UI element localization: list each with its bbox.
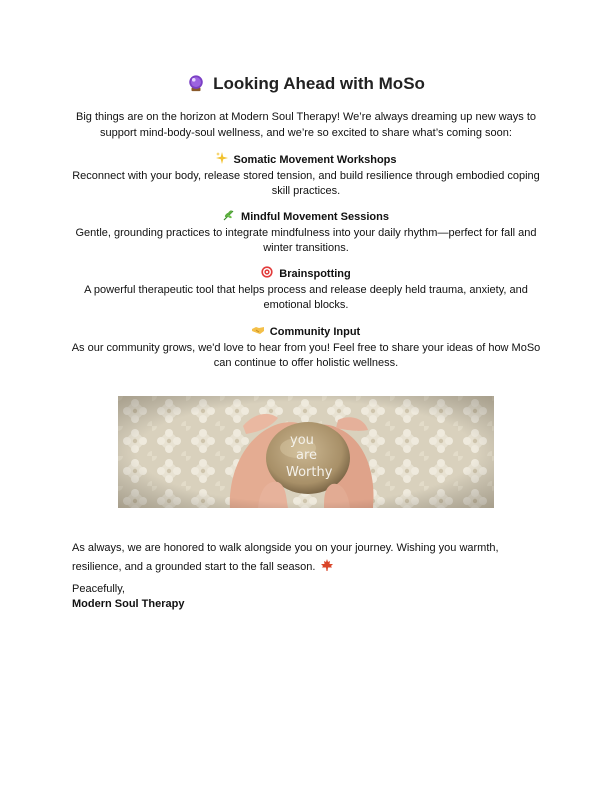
signoff — [72, 582, 184, 611]
section-community — [66, 324, 546, 372]
section-heading: Community Input — [66, 324, 546, 341]
section-brainspotting — [66, 266, 546, 314]
signoff-name: Modern Soul Therapy — [72, 597, 185, 610]
photo-illustration — [118, 396, 494, 508]
section-body: As our community grows, we'd love to hear from you! Feel free to share your ideas of how MoSo can continue to offer holistic wellness. — [71, 341, 541, 369]
section-heading: Brainspotting — [66, 266, 546, 283]
intro-paragraph: Big things are on the horizon at Modern Soul Therapy! We’re always dreaming up new ways to support mind-body-soul wellness, and we’re so excited to share what’s coming soon: — [75, 111, 536, 139]
section-body: A powerful therapeutic tool that helps process and release deeply held trauma, anxiety, and emotional blocks. — [84, 283, 528, 311]
herb-icon — [223, 209, 235, 221]
handshake-icon — [252, 324, 264, 336]
section-mindful — [66, 209, 546, 257]
crystal-ball-icon — [187, 74, 205, 92]
sparkles-icon — [216, 152, 228, 164]
section-heading: Somatic Movement Workshops — [66, 152, 546, 169]
section-body: Gentle, grounding practices to integrate mindfulness into your daily rhythm—perfect for fall and winter transitions. — [75, 226, 537, 254]
section-heading: Mindful Movement Sessions — [66, 209, 546, 226]
maple-leaf-icon — [321, 559, 333, 571]
target-icon — [261, 266, 273, 278]
page-title — [0, 74, 612, 94]
section-somatic — [66, 152, 546, 200]
section-body: Reconnect with your body, release stored tension, and build resilience through embodied coping skill practices. — [72, 169, 540, 197]
page-title-text: Looking Ahead with MoSo — [213, 74, 425, 93]
closing-paragraph: As always, we are honored to walk alongside you on your journey. Wishing you warmth, resilience, and a grounded start to the fall season. — [72, 542, 499, 573]
signoff-line: Peacefully, — [72, 583, 125, 595]
you-are-worthy-photo — [118, 396, 494, 508]
